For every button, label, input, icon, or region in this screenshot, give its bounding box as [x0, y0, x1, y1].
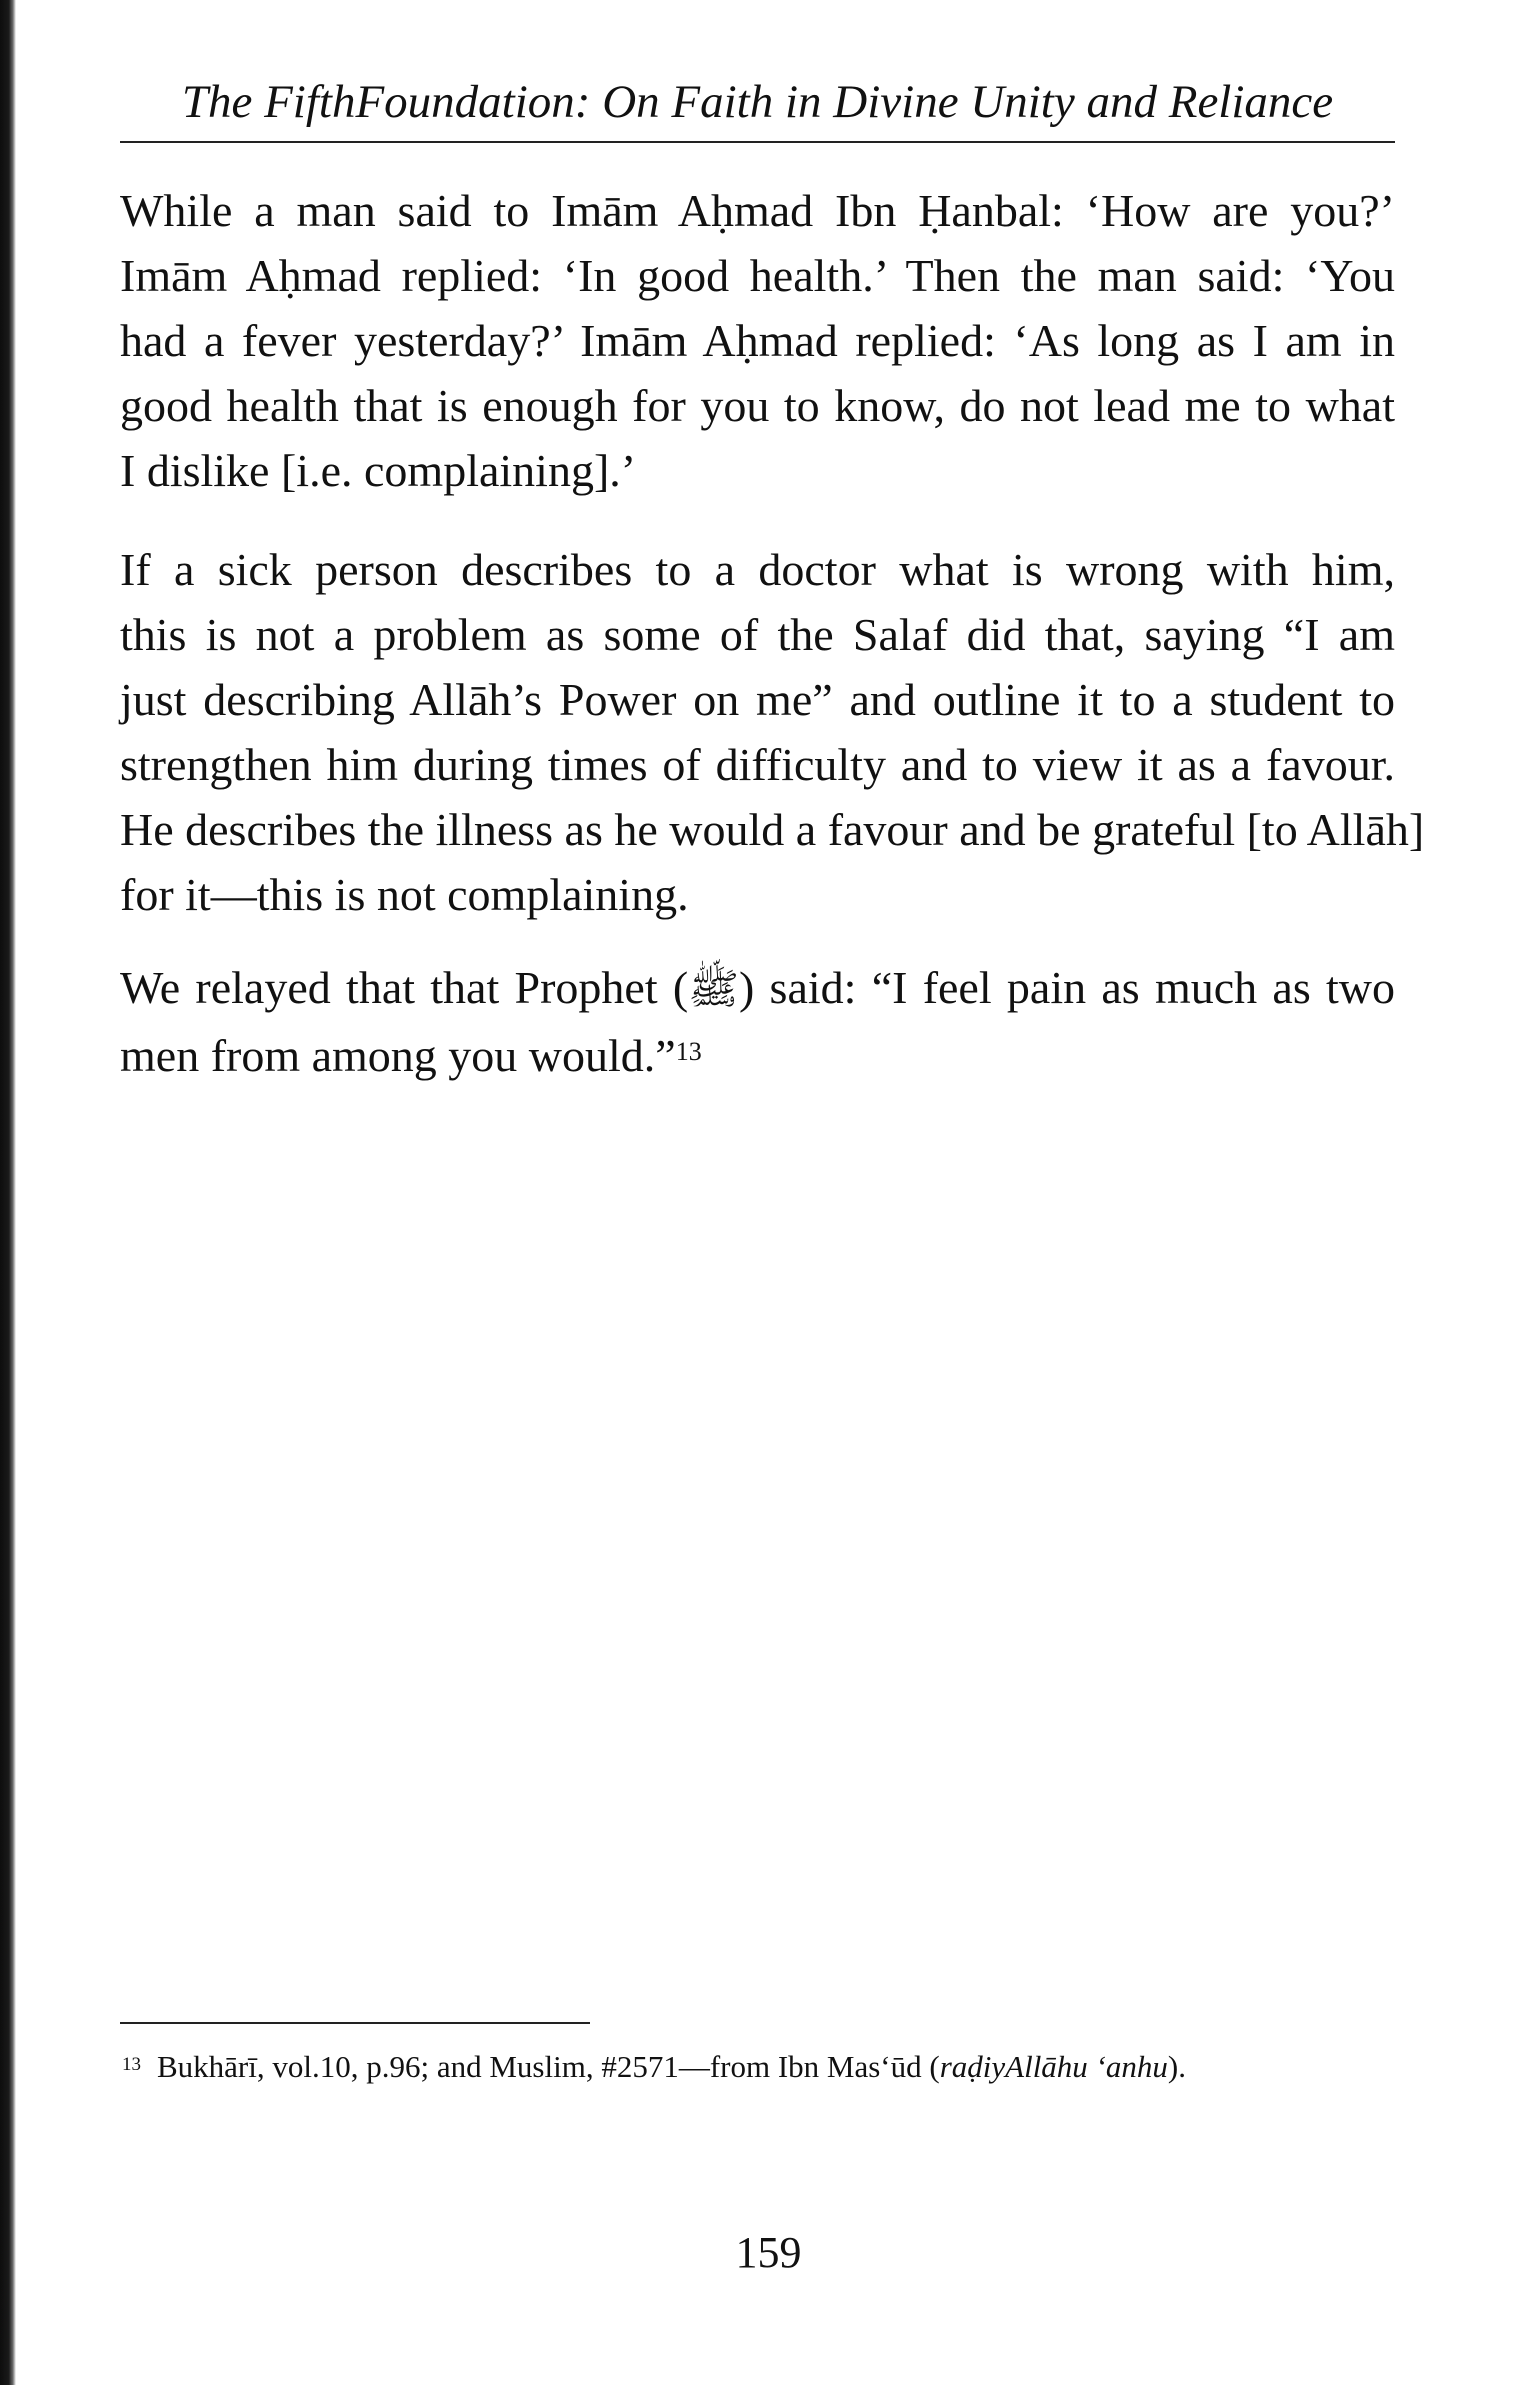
paragraph-ahmad-health: [120, 178, 1395, 503]
line-text: men from among you would.”: [120, 1030, 676, 1081]
footnote: [122, 2045, 1392, 2089]
text-line: While a man said to Imām Aḥmad Ibn Ḥanbal: ‘How are you?’: [120, 185, 1395, 236]
text-line: Imām Aḥmad replied: ‘In good health.’ Then the man said: ‘You: [120, 250, 1395, 301]
line-text-after: ) said: “I feel pain as much as two: [738, 962, 1395, 1013]
text-line: [120, 1023, 1395, 1088]
salawat-glyph: ﷺ: [688, 967, 739, 1013]
text-line: [120, 955, 1395, 1023]
footnote-italic: raḍiyAllāhu ‘anhu: [939, 2049, 1168, 2084]
paragraph-prophet-pain: [120, 955, 1395, 1088]
text-line: had a fever yesterday?’ Imām Aḥmad replied: ‘As long as I am in: [120, 315, 1395, 366]
text-line: If a sick person describes to a doctor what is wrong with him,: [120, 544, 1395, 595]
header-rule: [120, 141, 1395, 143]
line-text-before: We relayed that that Prophet (: [120, 962, 689, 1013]
text-line: this is not a problem as some of the Salaf did that, saying “I am: [120, 609, 1395, 660]
footnote-closing: ).: [1167, 2049, 1186, 2084]
footnote-number: 13: [122, 2054, 141, 2075]
footnote-reference[interactable]: 13: [675, 1037, 702, 1066]
text-line: He describes the illness as he would a favour and be grateful [to Allāh]: [120, 804, 1425, 855]
footnote-text: Bukhārī, vol.10, p.96; and Muslim, #2571—from Ibn Mas‘ūd (: [157, 2049, 940, 2084]
scan-binding-edge: [0, 0, 16, 2385]
paragraph-sick-person: [120, 537, 1425, 927]
footnote-rule: [120, 2022, 590, 2024]
running-head: The FifthFoundation: On Faith in Divine Unity and Reliance: [181, 76, 1334, 128]
text-line: for it—this is not complaining.: [120, 869, 689, 920]
page-number: 159: [735, 2228, 802, 2277]
text-line: strengthen him during times of difficulty and to view it as a favour.: [120, 739, 1395, 790]
text-line: good health that is enough for you to know, do not lead me to what: [120, 380, 1395, 431]
text-line: just describing Allāh’s Power on me” and outline it to a student to: [120, 674, 1395, 725]
text-line: I dislike [i.e. complaining].’: [120, 445, 637, 496]
